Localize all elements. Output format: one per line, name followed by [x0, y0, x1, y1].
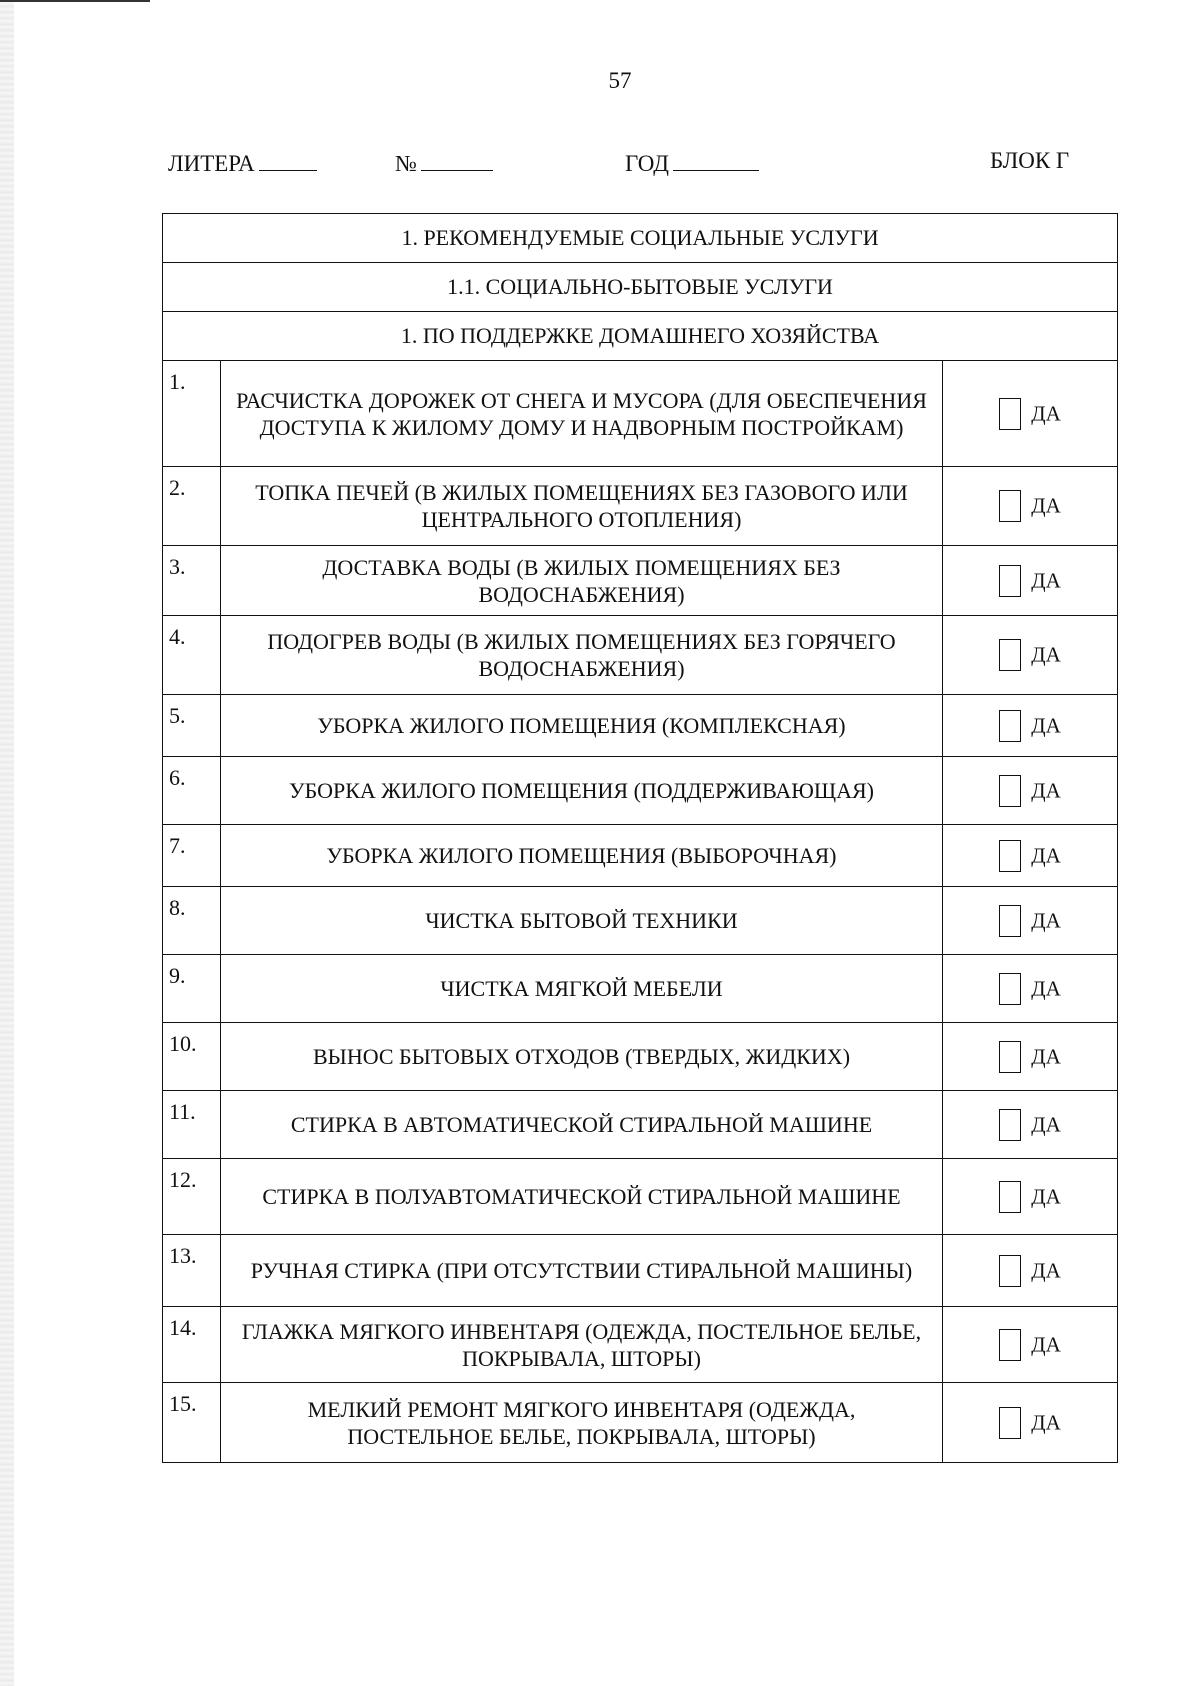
- yes-label: ДА: [1031, 1410, 1061, 1434]
- row-number: 3.: [163, 546, 221, 616]
- row-number: 11.: [163, 1091, 221, 1159]
- table-row: [163, 361, 1118, 467]
- table-row: [163, 955, 1118, 1023]
- service-name: УБОРКА ЖИЛОГО ПОМЕЩЕНИЯ (КОМПЛЕКСНАЯ): [221, 695, 943, 757]
- row-number: 12.: [163, 1159, 221, 1235]
- service-name: ДОСТАВКА ВОДЫ (В ЖИЛЫХ ПОМЕЩЕНИЯХ БЕЗ ВОДОСНАБЖЕНИЯ): [221, 546, 943, 616]
- service-name: СТИРКА В АВТОМАТИЧЕСКОЙ СТИРАЛЬНОЙ МАШИНЕ: [221, 1091, 943, 1159]
- table-row: [163, 1307, 1118, 1383]
- number-label: №: [395, 151, 417, 176]
- table-row: [163, 1383, 1118, 1463]
- yes-checkbox[interactable]: [999, 1041, 1021, 1073]
- block-label: БЛОК Г: [990, 148, 1070, 173]
- service-name: ТОПКА ПЕЧЕЙ (В ЖИЛЫХ ПОМЕЩЕНИЯХ БЕЗ ГАЗОВОГО ИЛИ ЦЕНТРАЛЬНОГО ОТОПЛЕНИЯ): [221, 467, 943, 546]
- yes-checkbox[interactable]: [999, 1109, 1021, 1141]
- number-field: [395, 150, 493, 177]
- service-name: РАСЧИСТКА ДОРОЖЕК ОТ СНЕГА И МУСОРА (ДЛЯ ОБЕСПЕЧЕНИЯ ДОСТУПА К ЖИЛОМУ ДОМУ И НАДВОРНЫМ ПОСТРОЙКАМ): [221, 361, 943, 467]
- page-number: 57: [608, 68, 632, 93]
- yes-label: ДА: [1031, 1258, 1061, 1282]
- table-row: [163, 467, 1118, 546]
- number-blank[interactable]: [421, 150, 493, 171]
- table-row: [163, 1023, 1118, 1091]
- yes-label: ДА: [1031, 976, 1061, 1000]
- table-row: [163, 1159, 1118, 1235]
- yes-option: [943, 887, 1118, 955]
- row-number: 4.: [163, 616, 221, 695]
- year-blank[interactable]: [673, 150, 759, 171]
- row-number: 10.: [163, 1023, 221, 1091]
- yes-label: ДА: [1031, 568, 1061, 592]
- table-row: [163, 695, 1118, 757]
- service-name: ЧИСТКА БЫТОВОЙ ТЕХНИКИ: [221, 887, 943, 955]
- table-row: [163, 757, 1118, 825]
- yes-option: [943, 955, 1118, 1023]
- service-name: СТИРКА В ПОЛУАВТОМАТИЧЕСКОЙ СТИРАЛЬНОЙ МАШИНЕ: [221, 1159, 943, 1235]
- yes-option: [943, 1235, 1118, 1307]
- yes-option: [943, 1307, 1118, 1383]
- row-number: 6.: [163, 757, 221, 825]
- yes-option: [943, 467, 1118, 546]
- yes-label: ДА: [1031, 1332, 1061, 1356]
- yes-option: [943, 361, 1118, 467]
- yes-option: [943, 546, 1118, 616]
- table-row: [163, 616, 1118, 695]
- yes-checkbox[interactable]: [999, 775, 1021, 807]
- yes-label: ДА: [1031, 642, 1061, 667]
- row-number: 5.: [163, 695, 221, 757]
- scan-edge: [0, 0, 14, 1686]
- row-number: 7.: [163, 825, 221, 887]
- service-name: ПОДОГРЕВ ВОДЫ (В ЖИЛЫХ ПОМЕЩЕНИЯХ БЕЗ ГОРЯЧЕГО ВОДОСНАБЖЕНИЯ): [221, 616, 943, 695]
- yes-checkbox[interactable]: [999, 1255, 1021, 1287]
- yes-option: [943, 1091, 1118, 1159]
- yes-checkbox[interactable]: [999, 639, 1021, 671]
- section-row: [163, 312, 1118, 361]
- yes-label: ДА: [1031, 401, 1061, 425]
- table-row: [163, 1091, 1118, 1159]
- litera-blank[interactable]: [259, 150, 317, 171]
- yes-checkbox[interactable]: [999, 905, 1021, 937]
- yes-option: [943, 1159, 1118, 1235]
- table-row: [163, 546, 1118, 616]
- table-row: [163, 1235, 1118, 1307]
- section-title-2: 1.1. СОЦИАЛЬНО-БЫТОВЫЕ УСЛУГИ: [163, 263, 1118, 312]
- yes-label: ДА: [1031, 1184, 1061, 1208]
- yes-label: ДА: [1031, 1112, 1061, 1136]
- year-label: ГОД: [625, 151, 669, 176]
- table-row: [163, 887, 1118, 955]
- yes-label: ДА: [1031, 493, 1061, 518]
- yes-option: [943, 616, 1118, 695]
- service-name: ГЛАЖКА МЯГКОГО ИНВЕНТАРЯ (ОДЕЖДА, ПОСТЕЛЬНОЕ БЕЛЬЕ, ПОКРЫВАЛА, ШТОРЫ): [221, 1307, 943, 1383]
- yes-checkbox[interactable]: [999, 973, 1021, 1005]
- yes-checkbox[interactable]: [999, 398, 1021, 430]
- yes-label: ДА: [1031, 778, 1061, 802]
- row-number: 14.: [163, 1307, 221, 1383]
- service-name: МЕЛКИЙ РЕМОНТ МЯГКОГО ИНВЕНТАРЯ (ОДЕЖДА, ПОСТЕЛЬНОЕ БЕЛЬЕ, ПОКРЫВАЛА, ШТОРЫ): [221, 1383, 943, 1463]
- service-name: РУЧНАЯ СТИРКА (ПРИ ОТСУТСТВИИ СТИРАЛЬНОЙ МАШИНЫ): [221, 1235, 943, 1307]
- section-row: [163, 263, 1118, 312]
- yes-checkbox[interactable]: [999, 565, 1021, 597]
- yes-checkbox[interactable]: [999, 490, 1021, 522]
- table-row: [163, 825, 1118, 887]
- service-name: УБОРКА ЖИЛОГО ПОМЕЩЕНИЯ (ВЫБОРОЧНАЯ): [221, 825, 943, 887]
- yes-label: ДА: [1031, 843, 1061, 867]
- yes-checkbox[interactable]: [999, 1181, 1021, 1213]
- section-row: [163, 214, 1118, 263]
- row-number: 1.: [163, 361, 221, 467]
- yes-checkbox[interactable]: [999, 1329, 1021, 1361]
- yes-option: [943, 695, 1118, 757]
- section-title-3: 1. ПО ПОДДЕРЖКЕ ДОМАШНЕГО ХОЗЯЙСТВА: [163, 312, 1118, 361]
- yes-checkbox[interactable]: [999, 1407, 1021, 1439]
- row-number: 2.: [163, 467, 221, 546]
- service-name: ЧИСТКА МЯГКОЙ МЕБЕЛИ: [221, 955, 943, 1023]
- yes-option: [943, 757, 1118, 825]
- year-field: [625, 150, 759, 177]
- litera-field: [168, 150, 317, 177]
- yes-option: [943, 1383, 1118, 1463]
- service-name: ВЫНОС БЫТОВЫХ ОТХОДОВ (ТВЕРДЫХ, ЖИДКИХ): [221, 1023, 943, 1091]
- row-number: 15.: [163, 1383, 221, 1463]
- yes-label: ДА: [1031, 908, 1061, 932]
- services-table: [162, 213, 1118, 1463]
- litera-label: ЛИТЕРА: [168, 151, 255, 176]
- yes-option: [943, 1023, 1118, 1091]
- yes-option: [943, 825, 1118, 887]
- yes-label: ДА: [1031, 1044, 1061, 1068]
- yes-checkbox[interactable]: [999, 710, 1021, 742]
- section-title-1: 1. РЕКОМЕНДУЕМЫЕ СОЦИАЛЬНЫЕ УСЛУГИ: [163, 214, 1118, 263]
- yes-checkbox[interactable]: [999, 840, 1021, 872]
- row-number: 9.: [163, 955, 221, 1023]
- row-number: 8.: [163, 887, 221, 955]
- scan-top-mark: [0, 0, 150, 2]
- row-number: 13.: [163, 1235, 221, 1307]
- yes-label: ДА: [1031, 713, 1061, 737]
- service-name: УБОРКА ЖИЛОГО ПОМЕЩЕНИЯ (ПОДДЕРЖИВАЮЩАЯ): [221, 757, 943, 825]
